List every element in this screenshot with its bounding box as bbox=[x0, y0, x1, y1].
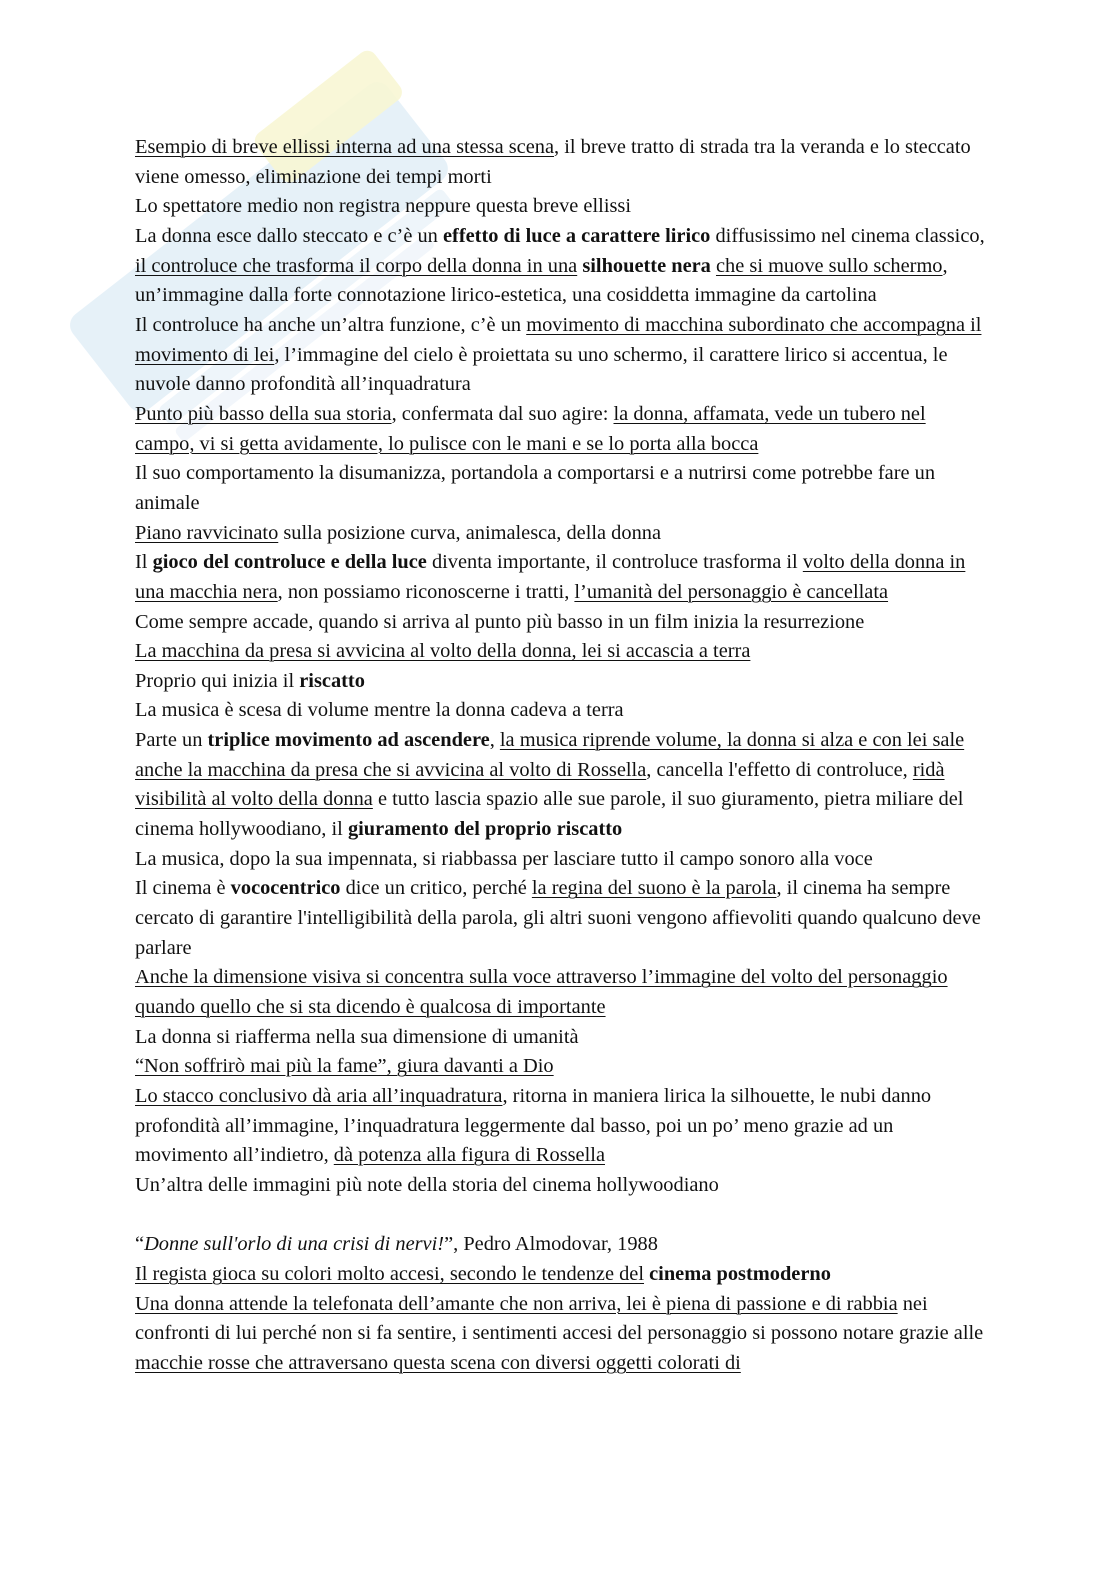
paragraph bbox=[135, 874, 985, 963]
paragraph bbox=[135, 963, 985, 1022]
text-run: Come sempre accade, quando si arriva al punto più basso in un film inizia la resurrezione bbox=[135, 610, 865, 633]
paragraph bbox=[135, 133, 985, 192]
paragraph bbox=[135, 1230, 985, 1260]
text-run: , il breve tratto di strada tra la veranda e lo steccato viene omesso, eliminazione dei tempi morti bbox=[135, 136, 971, 188]
text-run: , bbox=[489, 729, 500, 752]
paragraph bbox=[135, 845, 985, 875]
text-run: La donna si riafferma nella sua dimensione di umanità bbox=[135, 1025, 579, 1048]
paragraph bbox=[135, 222, 985, 311]
paragraph bbox=[135, 311, 985, 400]
underlined-text: Piano ravvicinato bbox=[135, 521, 279, 544]
underlined-text: movimento di macchina subordinato che accompagna il movimento di lei bbox=[135, 313, 982, 366]
text-run: Un’altra delle immagini più note della storia del cinema hollywoodiano bbox=[135, 1173, 719, 1196]
paragraph bbox=[135, 1052, 985, 1082]
text-run: Lo spettatore medio non registra neppure questa breve ellissi bbox=[135, 195, 632, 218]
bold-text: vococentrico bbox=[230, 877, 341, 900]
text-run: La musica è scesa di volume mentre la donna cadeva a terra bbox=[135, 699, 624, 722]
underlined-text: Una donna attende la telefonata dell’amante che non arriva, lei è piena di passione e di rabbia bbox=[135, 1292, 898, 1315]
text-run: sulla posizione curva, animalesca, della donna bbox=[278, 521, 662, 544]
underlined-text: “Non soffrirò mai più la fame”, giura davanti a Dio bbox=[135, 1055, 554, 1078]
text-run: “ bbox=[135, 1233, 145, 1256]
text-run: Il cinema è bbox=[135, 877, 231, 900]
paragraph bbox=[135, 1023, 985, 1053]
underlined-text: Esempio di breve ellissi interna ad una stessa scena bbox=[135, 136, 555, 158]
text-run: La donna esce dallo steccato e c’è un bbox=[135, 224, 443, 247]
bold-text: cinema postmoderno bbox=[649, 1262, 831, 1285]
text-run: , un’immagine dalla forte connotazione lirico-estetica, una cosiddetta immagine da cartolina bbox=[135, 254, 948, 307]
underlined-text: che si muove sullo schermo bbox=[715, 254, 943, 277]
blank-line bbox=[135, 1201, 985, 1231]
bold-text: silhouette nera bbox=[582, 254, 711, 277]
underlined-text: dà potenza alla figura di Rossella bbox=[333, 1144, 605, 1167]
underlined-text: la donna, affamata, vede un tubero nel campo, vi si getta avidamente, lo pulisce con le mani e se lo porta alla bocca bbox=[135, 402, 926, 455]
underlined-text: ridà visibilità al volto della donna bbox=[135, 758, 945, 811]
underlined-text: la regina del suono è la parola bbox=[531, 877, 777, 900]
underlined-text: la musica riprende volume, la donna si alza e con lei sale anche la macchina da presa che si avvicina al volto di Rossella bbox=[135, 729, 965, 781]
text-run: ”, Pedro Almodovar, 1988 bbox=[444, 1233, 658, 1256]
text-run: , confermata dal suo agire: bbox=[391, 402, 614, 425]
text-run: nei confronti di lui perché non si fa sentire, i sentimenti accesi del personaggio si possono notare grazie alle bbox=[135, 1292, 984, 1345]
paragraph bbox=[135, 1171, 985, 1201]
italic-text: Donne sull'orlo di una crisi di nervi! bbox=[144, 1233, 445, 1256]
paragraph bbox=[135, 726, 985, 845]
paragraph bbox=[135, 519, 985, 549]
paragraph bbox=[135, 192, 985, 222]
text-run: Il bbox=[135, 551, 153, 574]
paragraph bbox=[135, 637, 985, 667]
text-run: , cancella l'effetto di controluce, bbox=[646, 758, 913, 781]
text-run: La musica, dopo la sua impennata, si riabbassa per lasciare tutto il campo sonoro alla voce bbox=[135, 847, 873, 870]
text-run: e tutto lascia spazio alle sue parole, il suo giuramento, pietra miliare del cinema hollywoodiano, il bbox=[135, 788, 964, 841]
text-run: , ritorna in maniera lirica la silhouette, le nubi danno profondità all’immagine, l’inquadratura leggermente dal basso, poi un po’ meno grazie ad un movimento all’indietro, bbox=[135, 1085, 932, 1167]
document-body bbox=[135, 133, 985, 1379]
paragraph bbox=[135, 1082, 985, 1171]
underlined-text: macchie rosse che attraversano questa scena con diversi oggetti colorati di bbox=[135, 1351, 741, 1374]
text-run: , il cinema ha sempre cercato di garantire l'intelligibilità della parola, gli altri suoni vengono affievoliti quando qualcuno deve parlare bbox=[135, 877, 981, 959]
underlined-text: Il regista gioca su colori molto accesi, secondo le tendenze del bbox=[135, 1262, 645, 1285]
paragraph bbox=[135, 1290, 985, 1379]
text-run: diventa importante, il controluce trasforma il bbox=[426, 551, 803, 574]
paragraph bbox=[135, 667, 985, 697]
bold-text: giuramento del proprio riscatto bbox=[347, 818, 623, 841]
bold-text: riscatto bbox=[299, 669, 365, 692]
paragraph bbox=[135, 696, 985, 726]
text-run: Il controluce ha anche un’altra funzione, c’è un bbox=[135, 313, 527, 336]
paragraph bbox=[135, 608, 985, 638]
text-run: Parte un bbox=[135, 729, 208, 752]
underlined-text: l’umanità del personaggio è cancellata bbox=[574, 580, 889, 603]
underlined-text: Lo stacco conclusivo dà aria all’inquadratura bbox=[135, 1085, 503, 1107]
underlined-text: volto della donna in una macchia nera bbox=[135, 551, 966, 603]
text-run: , l’immagine del cielo è proiettata su uno schermo, il carattere lirico si accentua, le nuvole danno profondità all’inquadratura bbox=[135, 343, 948, 396]
paragraph bbox=[135, 548, 985, 607]
underlined-text: La macchina da presa si avvicina al volto della donna, lei si accascia a terra bbox=[135, 640, 751, 663]
text-run: Proprio qui inizia il bbox=[135, 669, 300, 692]
bold-text: triplice movimento ad ascendere bbox=[207, 729, 490, 752]
text-run: , non possiamo riconoscerne i tratti, bbox=[277, 580, 575, 603]
text-run: diffusissimo nel cinema classico, bbox=[710, 224, 985, 247]
bold-text: gioco del controluce e della luce bbox=[152, 551, 427, 574]
paragraph bbox=[135, 459, 985, 518]
paragraph bbox=[135, 1260, 985, 1290]
bold-text: effetto di luce a carattere lirico bbox=[442, 224, 711, 247]
underlined-text: Punto più basso della sua storia bbox=[135, 402, 392, 425]
underlined-text: il controluce che trasforma il corpo della donna in una bbox=[135, 254, 578, 277]
text-run: Il suo comportamento la disumanizza, portandola a comportarsi e a nutrirsi come potrebbe fare un animale bbox=[135, 462, 936, 514]
underlined-text: Anche la dimensione visiva si concentra sulla voce attraverso l’immagine del volto del personaggio quando quello che si sta dicendo è qualcosa di importante bbox=[135, 966, 948, 1019]
paragraph bbox=[135, 400, 985, 459]
text-run: dice un critico, perché bbox=[340, 877, 532, 900]
